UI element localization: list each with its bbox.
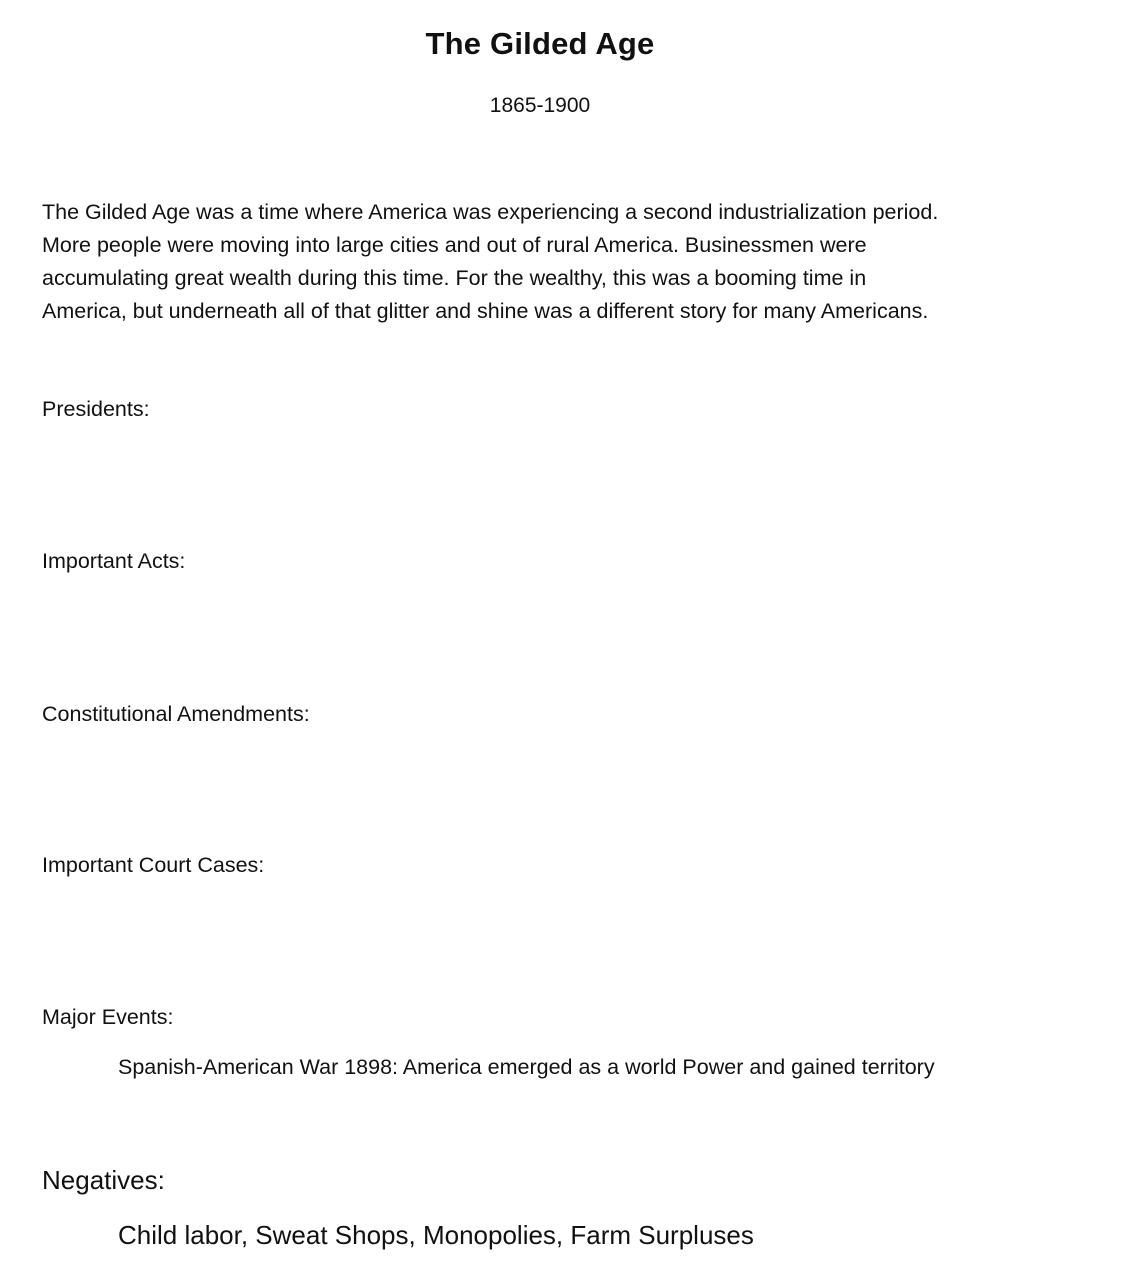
major-event-item: Spanish-American War 1898: America emerged as a world Power and gained territory — [118, 1055, 935, 1079]
document-title: The Gilded Age — [425, 26, 655, 61]
important-acts-heading: Important Acts: — [42, 549, 186, 573]
intro-line: More people were moving into large cities and out of rural America. Businessmen were — [42, 233, 867, 257]
negatives-item: Child labor, Sweat Shops, Monopolies, Farm Surpluses — [118, 1220, 754, 1250]
intro-line: The Gilded Age was a time where America was experiencing a second industrialization period. — [42, 200, 939, 224]
constitutional-amendments-heading: Constitutional Amendments: — [42, 702, 310, 726]
intro-paragraph — [42, 196, 1082, 328]
intro-line: accumulating great wealth during this time. For the wealthy, this was a booming time in — [42, 266, 867, 290]
court-cases-heading: Important Court Cases: — [42, 853, 265, 877]
intro-line: America, but underneath all of that glitter and shine was a different story for many Americans. — [42, 299, 929, 323]
negatives-heading: Negatives: — [42, 1165, 165, 1195]
major-events-heading: Major Events: — [42, 1005, 174, 1029]
presidents-heading: Presidents: — [42, 397, 150, 421]
document-date-range: 1865-1900 — [489, 94, 591, 117]
